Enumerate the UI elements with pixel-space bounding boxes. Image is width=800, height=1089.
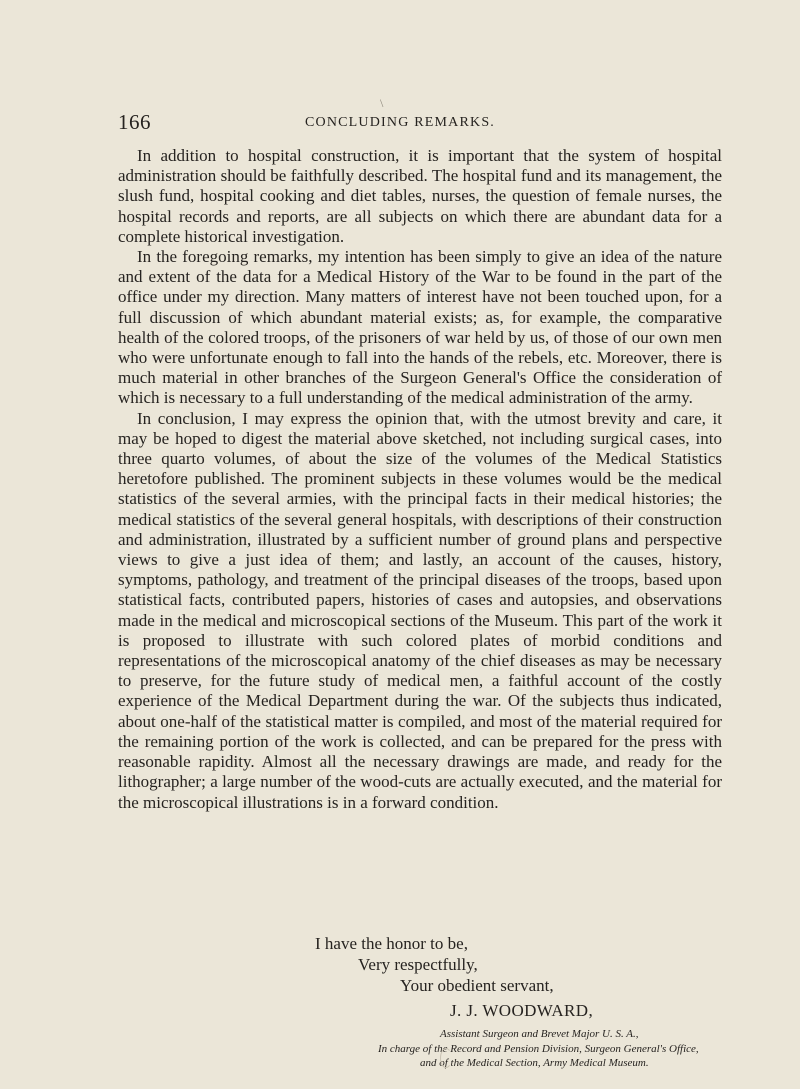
paragraph-foregoing-remarks: In the foregoing remarks, my intention has been simply to give an idea of the nature and extent of the data for a Medical History of the War to be found in the part of the office under my direction. Many matters of interest have not been touched upon, for a full discussion of which abundant material exists; as, for example, the comparative health of the colored troops, of the prisoners of war held by us, of those of our own men who were unfortunate enough to fall into the hands of the rebels, etc. Moreover, there is much material in other branches of the Surgeon General's Office the consideration of which is necessary to a full understanding of the medical administration of the army. (118, 247, 722, 408)
signature-title-rank: Assistant Surgeon and Brevet Major U. S. A., (440, 1028, 639, 1040)
paragraph-conclusion: In conclusion, I may express the opinion that, with the utmost brevity and care, it may be hoped to digest the material above sketched, not including surgical cases, into three quarto volumes, of about the size of the volumes of the Medical Statistics heretofore published. The prominent subjects in these volumes would be the medical statistics of the several armies, with the principal facts in their medical histories; the medical statistics of the several general hospitals, with descriptions of their construction and administration, illustrated by a sufficient number of ground plans and perspective views to give a just idea of them; and lastly, an account of the causes, history, symptoms, pathology, and treatment of the principal diseases of the troops, based upon statistical facts, contributed papers, histories of cases and autopsies, and observations made in the medical and microscopical sections of the Museum. This part of the work it is proposed to illustrate with such colored plates of morbid conditions and representations of the microscopical anatomy of the chief diseases as may be necessary to preserve, for the future study of medical men, a faithful account of the costly experience of the Medical Department during the war. Of the subjects thus indicated, about one-half of the statistical matter is compiled, and most of the material required for the remaining portion of the work is collected, and can be prepared for the press with reasonable rapidity. Almost all the necessary drawings are made, and ready for the lithographer; a large number of the wood-cuts are actually executed, and the material for the microscopical illustrations is in a forward condition. (118, 408, 722, 812)
running-title: CONCLUDING REMARKS. (304, 115, 496, 130)
page-number: 166 (118, 110, 151, 134)
paper-smudge (440, 1048, 452, 1068)
paragraph-hospital-administration: In addition to hospital construction, it is important that the system of hospital administration should be faithfully described. The hospital fund and its management, the slush fund, hospital cooking and diet tables, nurses, the question of female nurses, the hospital records and reports, are all subjects on which there are abundant data for a complete historical investigation. (118, 146, 722, 246)
signature-title-museum: and of the Medical Section, Army Medical Museum. (420, 1057, 649, 1069)
closing-line-honor: I have the honor to be, (315, 934, 468, 953)
signature-name: J. J. WOODWARD, (450, 1001, 594, 1020)
body-text (118, 146, 722, 813)
closing-line-servant: Your obedient servant, (400, 976, 554, 995)
ink-mark: \ (380, 96, 384, 110)
closing-line-respectfully: Very respectfully, (358, 955, 478, 974)
signature-title-division: In charge of the Record and Pension Division, Surgeon General's Office, (378, 1043, 699, 1055)
